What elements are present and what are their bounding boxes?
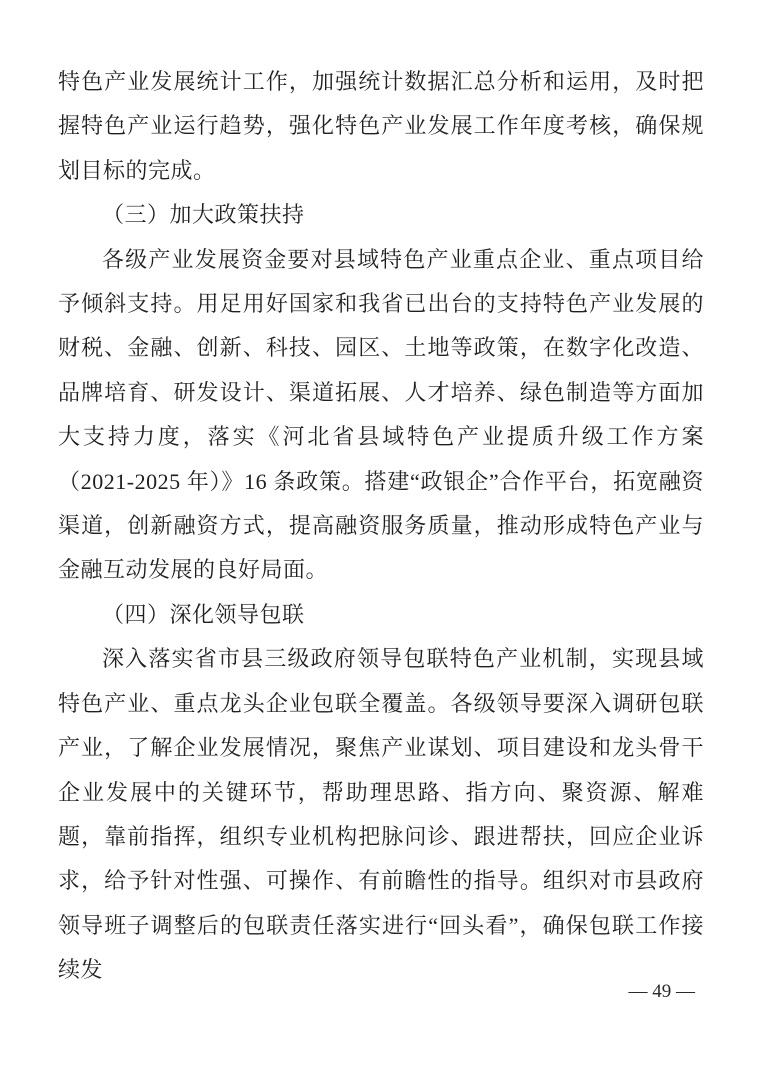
paragraph-policy-support: 各级产业发展资金要对县域特色产业重点企业、重点项目给予倾斜支持。用足用好国家和我省已出台的支持特色产业发展的财税、金融、创新、科技、园区、土地等政策，在数字化改造、品牌培育、研发设计、渠道拓展、人才培养、绿色制造等方面加大支持力度，落实《河北省县域特色产业提质升级工作方案（2021-2025 年）》16 条政策。搭建“政银企”合作平台，拓宽融资渠道，创新融资方式，提高融资服务质量，推动形成特色产业与金融互动发展的良好局面。 <box>58 246 704 583</box>
page-number: — 49 — <box>628 981 695 1002</box>
section-heading-three: （三）加大政策扶持 <box>102 202 305 228</box>
paragraph-leader-liaison: 深入落实省市县三级政府领导包联特色产业机制，实现县域特色产业、重点龙头企业包联全覆盖。各级领导要深入调研包联产业，了解企业发展情况，聚焦产业谋划、项目建设和龙头骨干企业发展中的关键环节，帮助理思路、指方向、聚资源、解难题，靠前指挥，组织专业机构把脉问诊、跟进帮扶，回应企业诉求，给予针对性强、可操作、有前瞻性的指导。组织对市县政府领导班子调整后的包联责任落实进行“回头看”，确保包联工作接续发 <box>58 646 704 983</box>
section-heading-four: （四）深化领导包联 <box>102 601 305 627</box>
document-body <box>58 60 704 993</box>
paragraph-continued-from-previous-page: 特色产业发展统计工作，加强统计数据汇总分析和运用，及时把握特色产业运行趋势，强化特色产业发展工作年度考核，确保规划目标的完成。 <box>58 69 704 183</box>
